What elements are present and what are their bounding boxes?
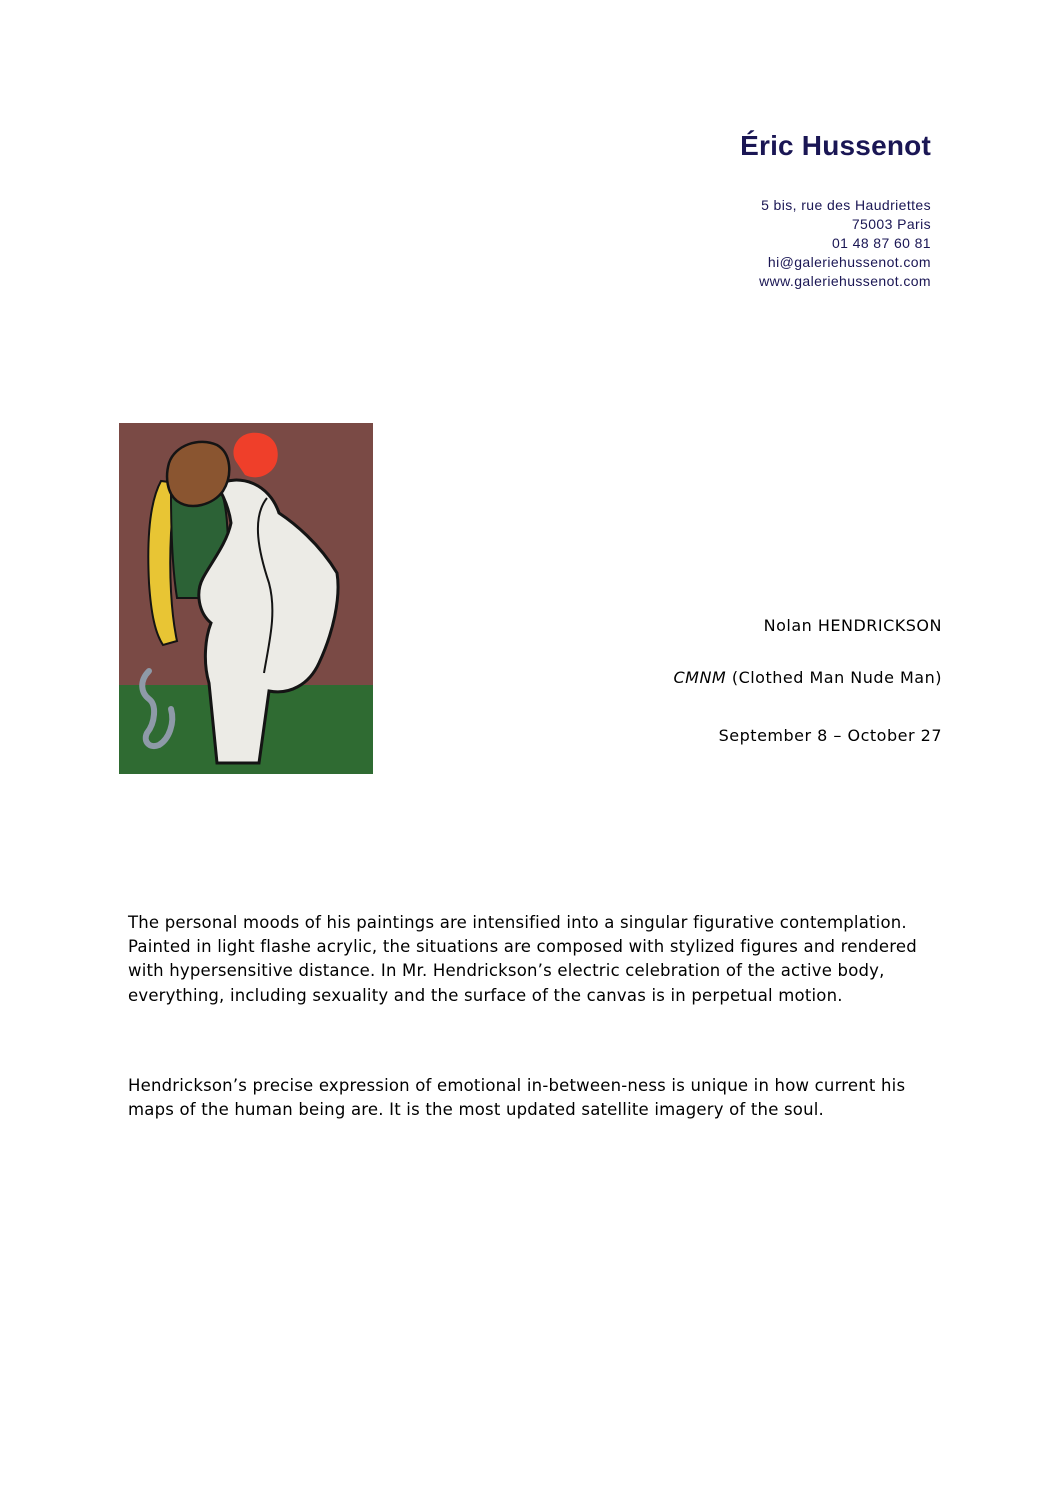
website-url: www.galeriehussenot.com	[759, 273, 931, 289]
contact-block	[740, 196, 931, 291]
exhibition-title	[673, 666, 942, 690]
artist-name: Nolan HENDRICKSON	[763, 616, 942, 635]
exhibition-info	[673, 614, 942, 748]
phone-number: 01 48 87 60 81	[831, 235, 931, 251]
exhibition-dates: September 8 – October 27	[718, 726, 942, 745]
gallery-header	[740, 128, 931, 291]
gallery-name: Éric Hussenot	[740, 130, 931, 161]
exhibition-title-rest: (Clothed Man Nude Man)	[726, 668, 942, 687]
address-street: 5 bis, rue des Haudriettes	[761, 197, 931, 213]
description-paragraph-2: Hendrickson’s precise expression of emotional in-between-ness is unique in how current his maps of the human being are. It is the most updated satellite imagery of the soul.	[128, 1076, 906, 1120]
painting-brown-head	[167, 442, 229, 506]
artwork-painting	[119, 423, 373, 774]
address-city: 75003 Paris	[851, 216, 931, 232]
exhibition-title-italic: CMNM	[673, 668, 727, 687]
email-address: hi@galeriehussenot.com	[767, 254, 931, 270]
description-paragraph-1: The personal moods of his paintings are intensified into a singular figurative contemplation. Painted in light flashe acrylic, the situations are composed with stylized figures and rendered with hypersensitive distance. In Mr. Hendrickson’s electric celebration of the active body, everything, including sexuality and the surface of the canvas is in perpetual motion.	[128, 913, 917, 1005]
